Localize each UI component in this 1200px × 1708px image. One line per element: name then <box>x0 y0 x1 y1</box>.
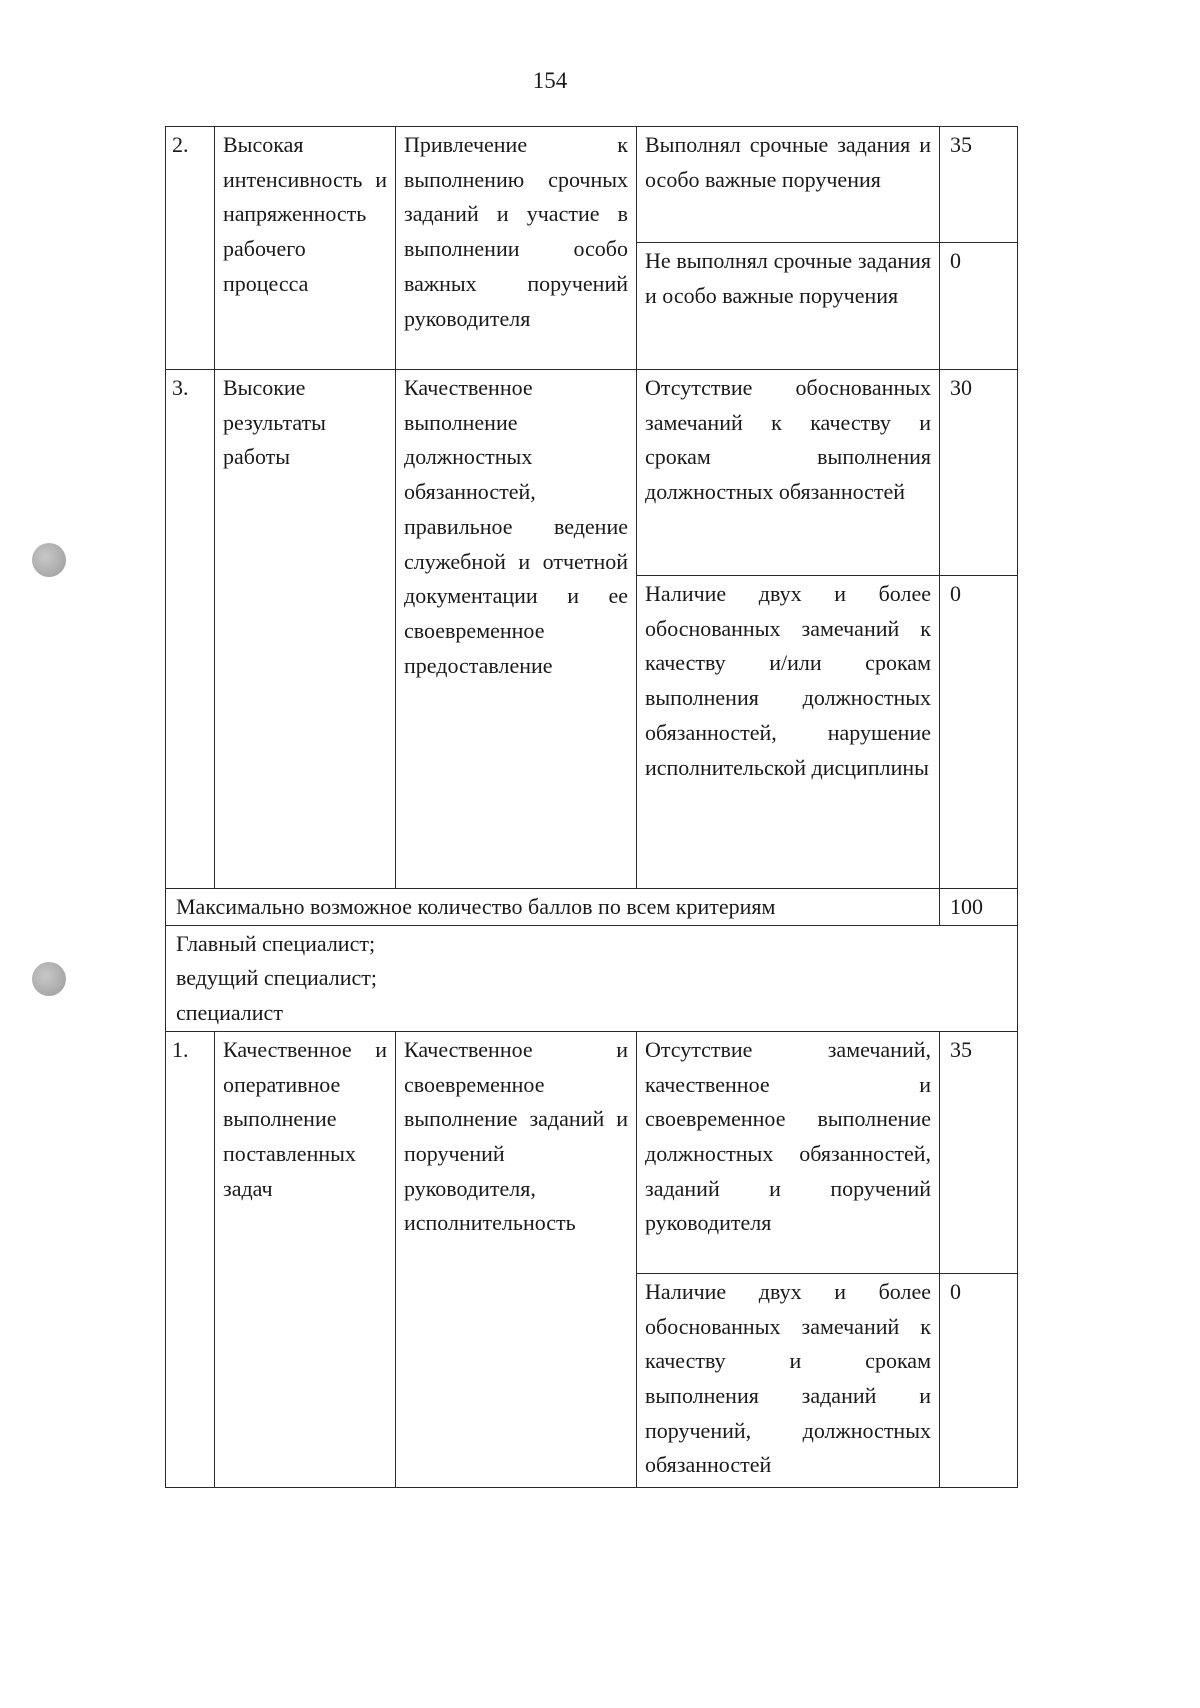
category-title <box>166 925 1018 1031</box>
criterion-number: 2. <box>166 127 215 370</box>
option-points: 35 <box>940 1031 1018 1273</box>
table-row <box>166 127 1018 243</box>
option-points: 0 <box>940 1273 1018 1487</box>
option-points: 0 <box>940 243 1018 370</box>
total-row <box>166 889 1018 926</box>
option-points: 0 <box>940 576 1018 889</box>
total-points: 100 <box>940 889 1018 926</box>
criterion-indicator: Привлечение к выполнению срочных заданий и участие в выполнении особо важных поручений руководителя <box>396 127 637 370</box>
total-label: Максимально возможное количество баллов по всем критериям <box>166 889 940 926</box>
option-description: Не выполнял срочные задания и особо важные поручения <box>637 243 940 370</box>
criterion-indicator: Качественное выполнение должностных обязанностей, правильное ведение служебной и отчетной документации и ее своевременное предоставление <box>396 370 637 889</box>
punch-hole <box>32 962 66 996</box>
option-description: Отсутствие обоснованных замечаний к качеству и срокам выполнения должностных обязанностей <box>637 370 940 576</box>
criteria-table <box>165 126 1018 1488</box>
option-description: Наличие двух и более обоснованных замечаний к качеству и/или срокам выполнения должностных обязанностей, нарушение исполнительской дисциплины <box>637 576 940 889</box>
criterion-name: Высокая интенсивность и напряженность рабочего процесса <box>215 127 396 370</box>
page-number: 154 <box>532 68 568 93</box>
criterion-indicator: Качественное и своевременное выполнение заданий и поручений руководителя, исполнительность <box>396 1031 637 1487</box>
option-description: Выполнял срочные задания и особо важные поручения <box>637 127 940 243</box>
category-row <box>166 925 1018 1031</box>
criterion-name: Высокие результаты работы <box>215 370 396 889</box>
category-line: Главный специалист; <box>176 930 376 956</box>
table-row <box>166 370 1018 576</box>
criterion-name: Качественное и оперативное выполнение поставленных задач <box>215 1031 396 1487</box>
option-description: Отсутствие замечаний, качественное и своевременное выполнение должностных обязанностей, заданий и поручений руководителя <box>637 1031 940 1273</box>
option-description: Наличие двух и более обоснованных замечаний к качеству и срокам выполнения заданий и поручений, должностных обязанностей <box>637 1273 940 1487</box>
criterion-number: 3. <box>166 370 215 889</box>
option-points: 35 <box>940 127 1018 243</box>
category-line: ведущий специалист; <box>176 965 377 991</box>
option-points: 30 <box>940 370 1018 576</box>
category-line: специалист <box>176 1000 283 1026</box>
table-row <box>166 1031 1018 1273</box>
punch-hole <box>32 543 66 577</box>
criterion-number: 1. <box>166 1031 215 1487</box>
